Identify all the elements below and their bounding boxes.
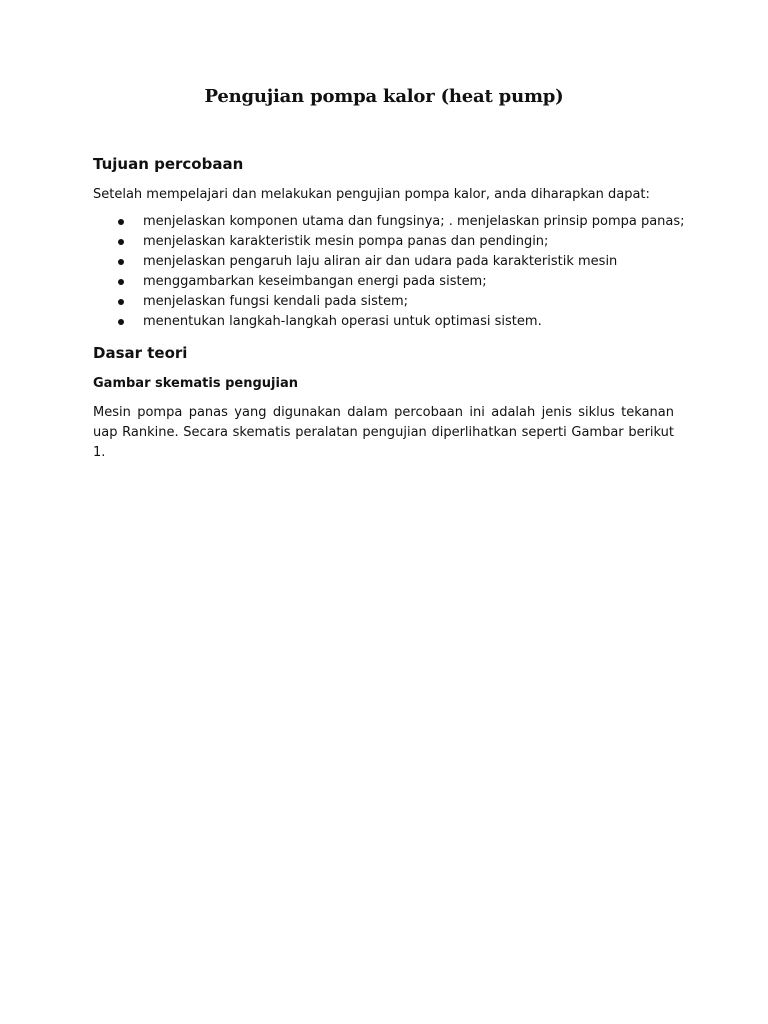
objectives-list [93, 212, 685, 332]
bullet-icon [118, 239, 124, 245]
theory-paragraph: Mesin pompa panas yang digunakan dalam percobaan ini adalah jenis siklus tekanan uap Rankine. Secara skematis peralatan pengujian diperlihatkan seperti Gambar berikut 1. [93, 405, 674, 460]
section-heading-theory: Dasar teori [93, 344, 188, 362]
bullet-icon [118, 279, 124, 285]
section-heading-objectives: Tujuan percobaan [93, 155, 244, 173]
list-item [93, 272, 685, 292]
list-item-text: menentukan langkah-langkah operasi untuk optimasi sistem. [143, 314, 542, 329]
bullet-icon [118, 299, 124, 305]
list-item [93, 232, 685, 252]
list-item [93, 212, 685, 232]
bullet-icon [118, 259, 124, 265]
subheading-schematic: Gambar skematis pengujian [93, 376, 298, 391]
list-item-text: menjelaskan karakteristik mesin pompa panas dan pendingin; [143, 234, 549, 249]
list-item [93, 312, 685, 332]
document-title: Pengujian pompa kalor (heat pump) [204, 86, 564, 107]
list-item [93, 252, 685, 272]
objectives-intro: Setelah mempelajari dan melakukan pengujian pompa kalor, anda diharapkan dapat: [93, 187, 650, 202]
list-item-text: menjelaskan komponen utama dan fungsinya; . menjelaskan prinsip pompa panas; [143, 214, 685, 229]
list-item-text: menggambarkan keseimbangan energi pada sistem; [143, 274, 487, 289]
bullet-icon [118, 319, 124, 325]
bullet-icon [118, 219, 124, 225]
list-item-text: menjelaskan pengaruh laju aliran air dan udara pada karakteristik mesin [143, 254, 618, 269]
list-item-text: menjelaskan fungsi kendali pada sistem; [143, 294, 409, 309]
list-item [93, 292, 685, 312]
